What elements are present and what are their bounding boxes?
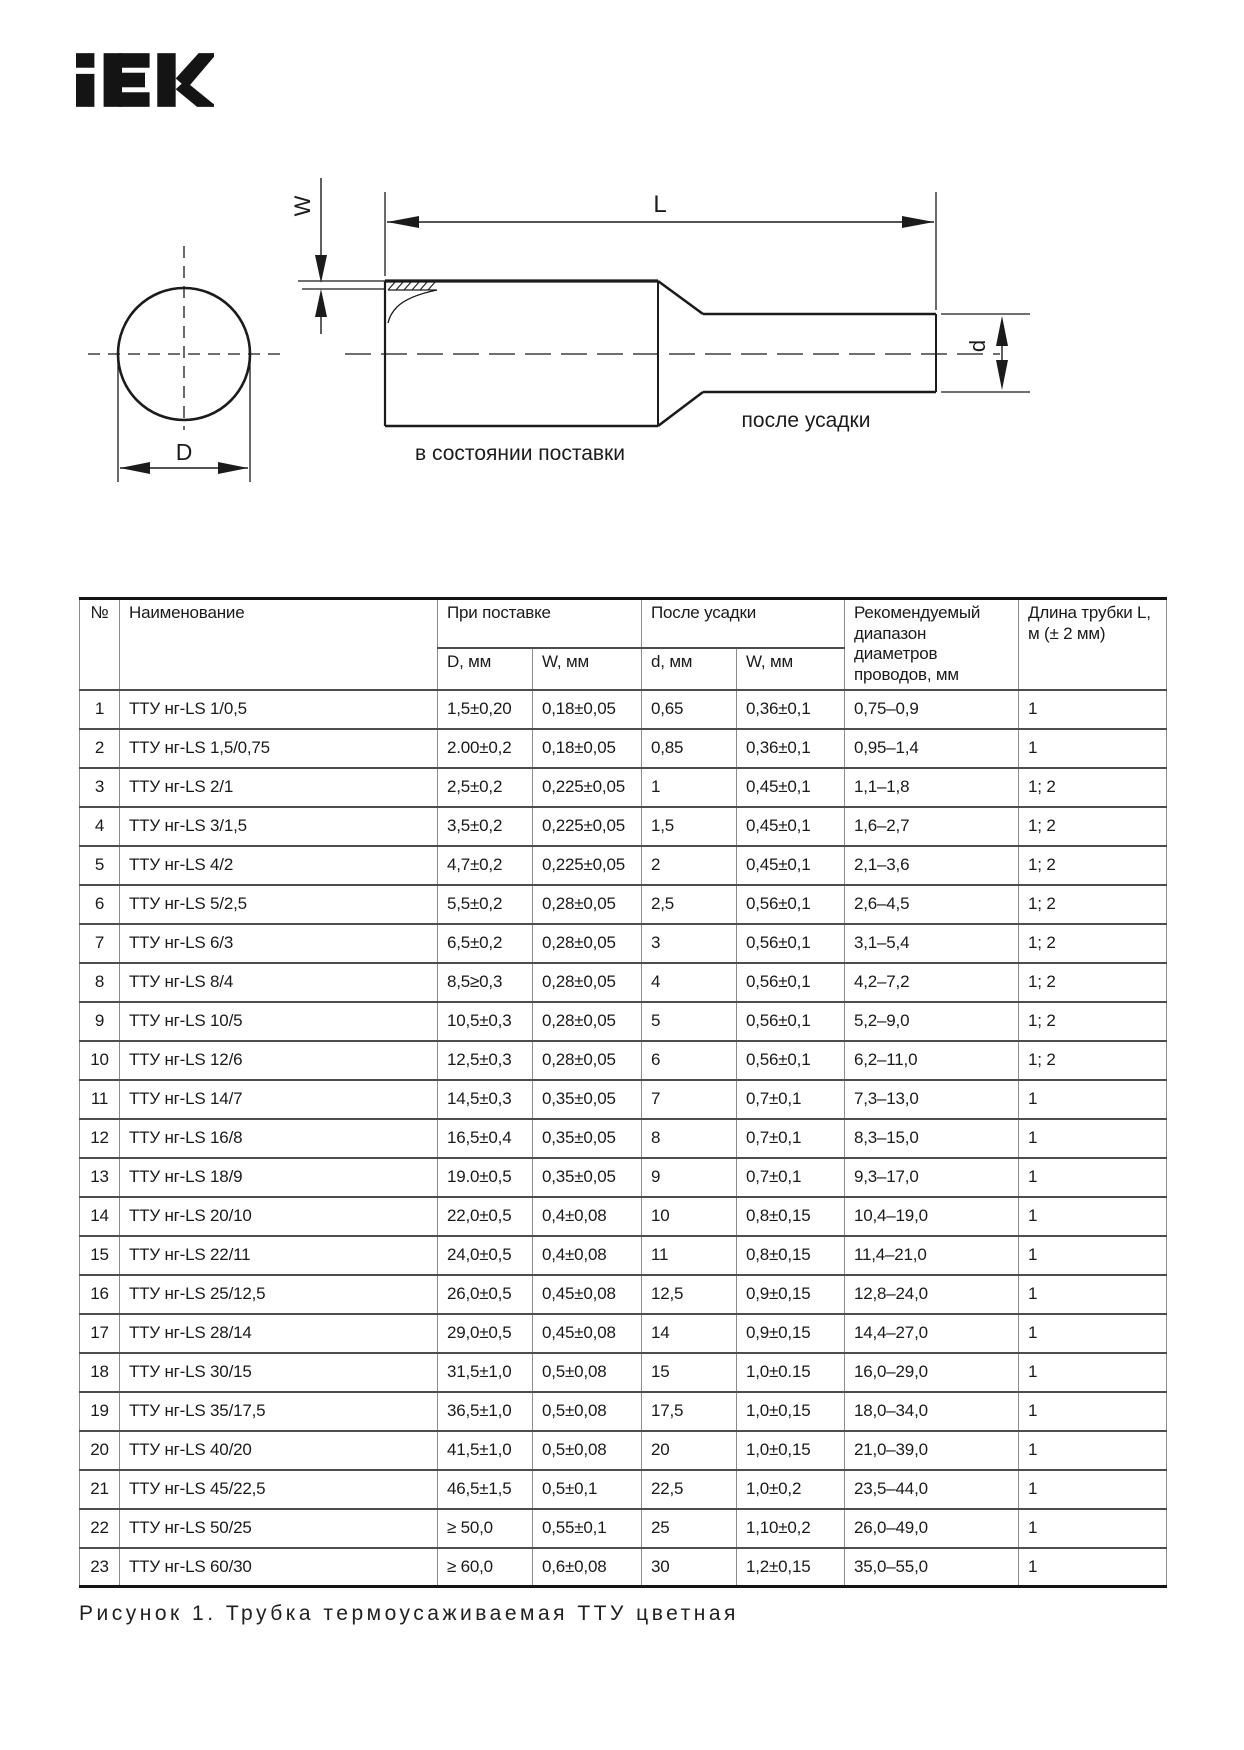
taper-bottom [658,392,703,426]
cell-value: 10 [642,1197,737,1236]
table-row [80,1119,1167,1158]
cell-value: 0,5±0,08 [533,1431,642,1470]
cell-value: 0,56±0,1 [737,1041,845,1080]
cell-value: 15 [642,1353,737,1392]
cell-value: 6,2–11,0 [845,1041,1019,1080]
cell-value: ТТУ нг-LS 8/4 [120,963,438,1002]
cell-value: 8,5≥0,3 [438,963,533,1002]
cell-value: 0,56±0,1 [737,924,845,963]
cell-value: ТТУ нг-LS 5/2,5 [120,885,438,924]
figure-caption: Рисунок 1. Трубка термоусаживаемая ТТУ цветная [79,1602,739,1625]
d-small-arrowhead-down [996,360,1008,390]
cell-value: ТТУ нг-LS 12/6 [120,1041,438,1080]
cell-value: 1 [1019,1197,1167,1236]
cell-value: 8,3–15,0 [845,1119,1019,1158]
w-arrowhead-up [315,289,327,317]
cell-value: 5,2–9,0 [845,1002,1019,1041]
cell-value: 1; 2 [1019,963,1167,1002]
cell-row-number: 7 [80,924,120,963]
cell-value: 1; 2 [1019,924,1167,963]
cell-value: 7,3–13,0 [845,1080,1019,1119]
table-row [80,690,1167,729]
cell-value: 36,5±1,0 [438,1392,533,1431]
taper-top [658,281,703,314]
table-header [80,599,1167,690]
cell-row-number: 10 [80,1041,120,1080]
cell-value: 16,5±0,4 [438,1119,533,1158]
cell-row-number: 20 [80,1431,120,1470]
technical-drawing [0,0,1244,530]
spec-table [79,597,1167,1588]
cell-value: 1 [1019,1119,1167,1158]
cell-row-number: 23 [80,1548,120,1587]
cell-value: 8 [642,1119,737,1158]
cell-value: 17,5 [642,1392,737,1431]
cell-value: 23,5–44,0 [845,1470,1019,1509]
cell-value: 1 [1019,1548,1167,1587]
cell-value: 1 [1019,1431,1167,1470]
header-supplied: При поставке [438,599,642,648]
cell-value: 1 [1019,1158,1167,1197]
cell-value: 0,8±0,15 [737,1236,845,1275]
table-row [80,1041,1167,1080]
header-num: № [80,599,120,690]
cell-value: 0,7±0,1 [737,1158,845,1197]
table-row [80,1548,1167,1587]
cell-value: 0,6±0,08 [533,1548,642,1587]
cell-value: 0,85 [642,729,737,768]
cell-value: 0,65 [642,690,737,729]
subheader-D-mm: D, мм [438,648,533,690]
cell-value: ТТУ нг-LS 6/3 [120,924,438,963]
table-body [80,690,1167,1587]
cell-value: ТТУ нг-LS 45/22,5 [120,1470,438,1509]
cell-value: 0,5±0,08 [533,1353,642,1392]
cell-value: 0,28±0,05 [533,1041,642,1080]
cell-value: 2,5±0,2 [438,768,533,807]
cell-value: 12,5 [642,1275,737,1314]
label-D: D [175,439,193,465]
cell-value: 0,5±0,08 [533,1392,642,1431]
cell-value: 0,9±0,15 [737,1275,845,1314]
spec-table-container [79,597,1166,1588]
cell-value: 24,0±0,5 [438,1236,533,1275]
cell-value: 19.0±0,5 [438,1158,533,1197]
cell-value: ТТУ нг-LS 10/5 [120,1002,438,1041]
cell-value: 0,45±0,08 [533,1275,642,1314]
cell-value: 46,5±1,5 [438,1470,533,1509]
table-row [80,924,1167,963]
table-row [80,963,1167,1002]
cell-row-number: 22 [80,1509,120,1548]
cell-value: 21,0–39,0 [845,1431,1019,1470]
subheader-W2-mm: W, мм [737,648,845,690]
cell-value: 0,28±0,05 [533,963,642,1002]
cell-value: ТТУ нг-LS 20/10 [120,1197,438,1236]
cell-value: 26,0–49,0 [845,1509,1019,1548]
cell-value: 0,35±0,05 [533,1119,642,1158]
cell-value: ТТУ нг-LS 1/0,5 [120,690,438,729]
cell-value: 11,4–21,0 [845,1236,1019,1275]
table-row [80,885,1167,924]
cutaway-curve [388,290,437,323]
cell-value: 18,0–34,0 [845,1392,1019,1431]
cell-value: 22,0±0,5 [438,1197,533,1236]
d-arrowhead-left [120,462,150,474]
cell-value: 9 [642,1158,737,1197]
cell-value: ≥ 50,0 [438,1509,533,1548]
cell-value: 1,6–2,7 [845,807,1019,846]
cell-value: 31,5±1,0 [438,1353,533,1392]
cell-value: 1,2±0,15 [737,1548,845,1587]
label-after-shrink: после усадки [741,409,871,432]
cell-value: 1; 2 [1019,1002,1167,1041]
table-row [80,807,1167,846]
cell-value: 16,0–29,0 [845,1353,1019,1392]
label-W: W [290,195,315,217]
cell-value: 1,0±0,2 [737,1470,845,1509]
cell-value: 0,18±0,05 [533,690,642,729]
cell-value: 1 [1019,690,1167,729]
cell-row-number: 2 [80,729,120,768]
cell-value: 4,7±0,2 [438,846,533,885]
cell-row-number: 4 [80,807,120,846]
cell-value: 2 [642,846,737,885]
cell-value: 0,56±0,1 [737,963,845,1002]
cell-value: 0,4±0,08 [533,1236,642,1275]
cell-row-number: 13 [80,1158,120,1197]
cell-value: 6 [642,1041,737,1080]
table-row [80,1314,1167,1353]
cell-value: 1; 2 [1019,846,1167,885]
cell-value: ТТУ нг-LS 35/17,5 [120,1392,438,1431]
cell-row-number: 14 [80,1197,120,1236]
cell-row-number: 1 [80,690,120,729]
cell-value: 25 [642,1509,737,1548]
cell-value: 0,45±0,1 [737,768,845,807]
cell-value: 2.00±0,2 [438,729,533,768]
header-wire-range: Рекомендуемый диапазон диаметров проводов, мм [845,599,1019,690]
cell-value: 0,7±0,1 [737,1119,845,1158]
cell-value: 0,36±0,1 [737,729,845,768]
cell-value: 5 [642,1002,737,1041]
header-name: Наименование [120,599,438,690]
cell-value: 1 [1019,1392,1167,1431]
table-row [80,768,1167,807]
cell-value: 0,28±0,05 [533,885,642,924]
table-row [80,1197,1167,1236]
cell-row-number: 8 [80,963,120,1002]
label-supplied-state: в состоянии поставки [415,442,625,465]
cell-value: 1 [1019,1470,1167,1509]
cell-value: 1; 2 [1019,768,1167,807]
table-row [80,1392,1167,1431]
l-arrowhead-right [902,216,934,228]
cell-value: ТТУ нг-LS 2/1 [120,768,438,807]
cell-value: 1,5±0,20 [438,690,533,729]
cell-value: 1 [1019,1314,1167,1353]
cell-value: 14 [642,1314,737,1353]
cell-row-number: 19 [80,1392,120,1431]
table-row [80,729,1167,768]
cell-value: 0,9±0,15 [737,1314,845,1353]
cell-value: ТТУ нг-LS 18/9 [120,1158,438,1197]
cell-value: 4,2–7,2 [845,963,1019,1002]
cell-value: 29,0±0,5 [438,1314,533,1353]
cell-row-number: 6 [80,885,120,924]
cell-value: 1; 2 [1019,1041,1167,1080]
cell-value: 0,35±0,05 [533,1158,642,1197]
cell-value: 0,225±0,05 [533,846,642,885]
cell-row-number: 12 [80,1119,120,1158]
cell-value: 1 [1019,1236,1167,1275]
label-L: L [653,191,667,218]
cell-value: 0,36±0,1 [737,690,845,729]
cell-row-number: 5 [80,846,120,885]
cell-value: 0,8±0,15 [737,1197,845,1236]
cell-value: 0,35±0,05 [533,1080,642,1119]
cell-value: 1; 2 [1019,807,1167,846]
cell-value: 1 [1019,1509,1167,1548]
cell-value: 0,45±0,1 [737,807,845,846]
cell-value: 3,5±0,2 [438,807,533,846]
cell-row-number: 18 [80,1353,120,1392]
cell-value: ТТУ нг-LS 4/2 [120,846,438,885]
cell-value: 0,18±0,05 [533,729,642,768]
cell-value: 0,28±0,05 [533,1002,642,1041]
cell-value: ТТУ нг-LS 25/12,5 [120,1275,438,1314]
cell-value: ТТУ нг-LS 30/15 [120,1353,438,1392]
cell-value: 0,45±0,1 [737,846,845,885]
cell-value: 7 [642,1080,737,1119]
subheader-d-mm: d, мм [642,648,737,690]
table-row [80,1236,1167,1275]
cell-value: 10,4–19,0 [845,1197,1019,1236]
cell-value: 12,5±0,3 [438,1041,533,1080]
cell-value: 4 [642,963,737,1002]
cell-value: 26,0±0,5 [438,1275,533,1314]
cell-value: 0,75–0,9 [845,690,1019,729]
cell-value: 0,55±0,1 [533,1509,642,1548]
cell-row-number: 21 [80,1470,120,1509]
cell-row-number: 17 [80,1314,120,1353]
cell-value: 12,8–24,0 [845,1275,1019,1314]
cell-value: 14,5±0,3 [438,1080,533,1119]
cell-value: ТТУ нг-LS 40/20 [120,1431,438,1470]
cell-value: 9,3–17,0 [845,1158,1019,1197]
cell-value: 1 [642,768,737,807]
table-row [80,1080,1167,1119]
cell-value: 3 [642,924,737,963]
cell-value: 1,5 [642,807,737,846]
cell-value: 0,225±0,05 [533,807,642,846]
cell-value: 3,1–5,4 [845,924,1019,963]
cell-value: 22,5 [642,1470,737,1509]
header-after-shrink: После усадки [642,599,845,648]
cell-value: 1 [1019,729,1167,768]
table-row [80,1353,1167,1392]
cell-row-number: 3 [80,768,120,807]
cell-value: 6,5±0,2 [438,924,533,963]
cell-row-number: 16 [80,1275,120,1314]
table-row [80,1002,1167,1041]
cell-value: ≥ 60,0 [438,1548,533,1587]
cell-value: ТТУ нг-LS 22/11 [120,1236,438,1275]
cell-value: 0,5±0,1 [533,1470,642,1509]
cell-value: 10,5±0,3 [438,1002,533,1041]
cell-value: 0,45±0,08 [533,1314,642,1353]
cell-value: 2,6–4,5 [845,885,1019,924]
cell-value: 0,28±0,05 [533,924,642,963]
table-row [80,1431,1167,1470]
table-row [80,846,1167,885]
label-d: d [965,339,990,353]
cell-value: 30 [642,1548,737,1587]
cell-value: 1,0±0.15 [737,1353,845,1392]
cell-value: 0,7±0,1 [737,1080,845,1119]
cell-value: 1 [1019,1080,1167,1119]
cell-row-number: 11 [80,1080,120,1119]
cell-value: 1,0±0,15 [737,1431,845,1470]
cell-value: 0,225±0,05 [533,768,642,807]
w-arrowhead-down [315,255,327,283]
table-row [80,1275,1167,1314]
cell-value: 0,95–1,4 [845,729,1019,768]
l-arrowhead-left [387,216,419,228]
cell-value: 20 [642,1431,737,1470]
cell-value: 0,4±0,08 [533,1197,642,1236]
cell-value: ТТУ нг-LS 1,5/0,75 [120,729,438,768]
cell-value: ТТУ нг-LS 50/25 [120,1509,438,1548]
cell-value: ТТУ нг-LS 3/1,5 [120,807,438,846]
cell-value: 41,5±1,0 [438,1431,533,1470]
cell-row-number: 9 [80,1002,120,1041]
cell-value: 11 [642,1236,737,1275]
cell-value: 2,1–3,6 [845,846,1019,885]
table-row [80,1470,1167,1509]
cell-value: 35,0–55,0 [845,1548,1019,1587]
cell-value: ТТУ нг-LS 28/14 [120,1314,438,1353]
cell-value: 1 [1019,1353,1167,1392]
cell-value: ТТУ нг-LS 60/30 [120,1548,438,1587]
subheader-W-mm: W, мм [533,648,642,690]
d-arrowhead-right [218,462,248,474]
cell-row-number: 15 [80,1236,120,1275]
cell-value: 1; 2 [1019,885,1167,924]
cell-value: 0,56±0,1 [737,1002,845,1041]
cell-value: 1,1–1,8 [845,768,1019,807]
cell-value: 0,56±0,1 [737,885,845,924]
cell-value: ТТУ нг-LS 16/8 [120,1119,438,1158]
cell-value: 5,5±0,2 [438,885,533,924]
cell-value: 14,4–27,0 [845,1314,1019,1353]
cell-value: 1,10±0,2 [737,1509,845,1548]
table-row [80,1158,1167,1197]
table-row [80,1509,1167,1548]
cell-value: 2,5 [642,885,737,924]
cell-value: 1,0±0,15 [737,1392,845,1431]
cell-value: ТТУ нг-LS 14/7 [120,1080,438,1119]
cell-value: 1 [1019,1275,1167,1314]
d-small-arrowhead-up [996,316,1008,346]
header-tube-length: Длина трубки L, м (± 2 мм) [1019,599,1167,690]
